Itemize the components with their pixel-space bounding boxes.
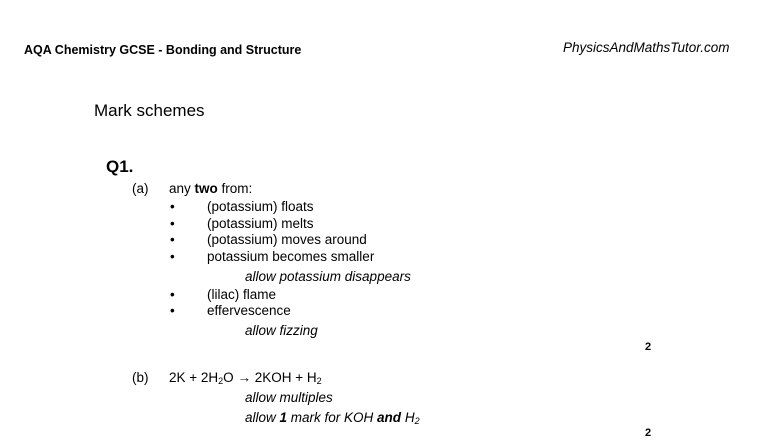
note-bold-and: and xyxy=(377,410,402,425)
list-item: effervescence xyxy=(207,303,291,318)
note-bold-one: 1 xyxy=(279,410,288,425)
section-title: Mark schemes xyxy=(94,101,205,120)
part-a-label: (a) xyxy=(132,181,149,196)
equation xyxy=(169,370,322,385)
list-item: (potassium) moves around xyxy=(207,232,367,247)
part-b-label: (b) xyxy=(132,370,149,385)
bullet-marker: • xyxy=(170,199,175,214)
bullet-marker: • xyxy=(170,303,175,318)
reaction-arrow: → xyxy=(237,370,251,385)
part-a-intro-prefix: any xyxy=(169,181,195,196)
header-title: AQA Chemistry GCSE - Bonding and Structure xyxy=(24,43,302,57)
allow-note xyxy=(245,410,420,425)
allow-note: allow multiples xyxy=(245,390,333,405)
part-a-intro-suffix: from: xyxy=(217,181,253,196)
note-suffix: H xyxy=(401,410,415,425)
part-a-marks: 2 xyxy=(645,341,652,353)
list-item: potassium becomes smaller xyxy=(207,249,375,264)
bullet-marker: • xyxy=(170,287,175,302)
list-item: (lilac) flame xyxy=(207,287,277,302)
header-site: PhysicsAndMathsTutor.com xyxy=(563,40,730,55)
allow-note: allow potassium disappears xyxy=(245,269,411,284)
part-a-intro-bold: two xyxy=(194,181,218,196)
question-number: Q1. xyxy=(106,157,134,176)
equation-products: 2KOH + H xyxy=(250,370,317,385)
bullet-marker: • xyxy=(170,249,175,264)
part-a-intro xyxy=(169,181,252,196)
subscript: 2 xyxy=(218,376,224,386)
list-item: (potassium) melts xyxy=(207,216,314,231)
bullet-marker: • xyxy=(170,232,175,247)
equation-water-o: O xyxy=(223,370,238,385)
note-mid: mark for KOH xyxy=(287,410,378,425)
list-item: (potassium) floats xyxy=(207,199,314,214)
equation-reactants: 2K + 2H xyxy=(169,370,219,385)
part-b-marks: 2 xyxy=(645,427,652,439)
note-prefix: allow xyxy=(245,410,280,425)
bullet-marker: • xyxy=(170,216,175,231)
subscript: 2 xyxy=(414,416,420,426)
allow-note: allow fizzing xyxy=(245,323,318,338)
subscript: 2 xyxy=(316,376,322,386)
